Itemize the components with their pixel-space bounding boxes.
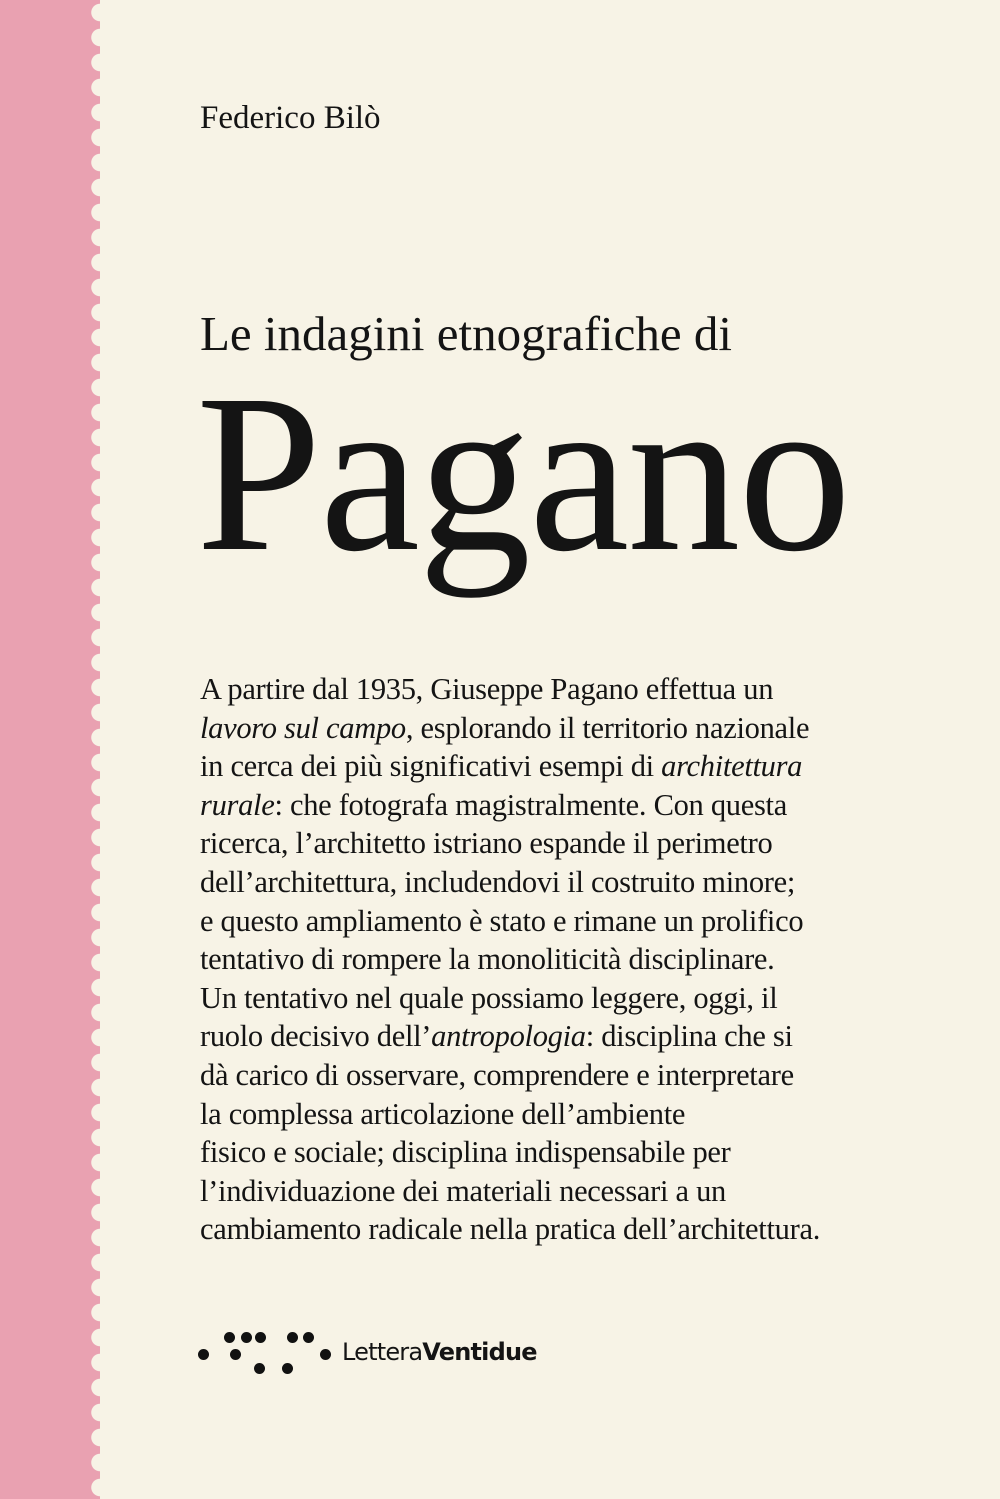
text-segment: fisico e sociale; disciplina indispensabile per: [200, 1135, 731, 1170]
blurb-line: [200, 786, 820, 825]
text-segment: Un tentativo nel quale possiamo leggere, oggi, il: [200, 980, 778, 1015]
blurb-line: [200, 824, 820, 863]
text-segment: tentativo di rompere la monoliticità disciplinare.: [200, 942, 775, 977]
text-segment: cambiamento radicale nella pratica dell’architettura.: [200, 1212, 821, 1247]
blurb-line: [200, 1172, 820, 1211]
italic-phrase: lavoro sul campo: [200, 710, 406, 745]
logo-dot: [303, 1332, 314, 1343]
book-title: Pagano: [196, 348, 850, 598]
text-segment: e questo ampliamento è stato e rimane un prolifico: [200, 903, 804, 938]
blurb-line: [200, 902, 820, 941]
text-segment: : che fotografa magistralmente. Con questa: [274, 787, 787, 822]
blurb-line: [200, 670, 820, 709]
blurb-line: [200, 1056, 820, 1095]
publisher-name: [342, 1338, 537, 1366]
blurb-line: [200, 747, 820, 786]
blurb-line: [200, 709, 820, 748]
italic-phrase: antropologia: [431, 1019, 586, 1054]
italic-phrase: rurale: [200, 787, 275, 822]
logo-dot: [287, 1332, 298, 1343]
text-segment: A partire dal 1935, Giuseppe Pagano effettua un: [200, 672, 774, 706]
text-segment: dà carico di osservare, comprendere e interpretare: [200, 1057, 794, 1092]
author-name: Federico Bilò: [200, 100, 381, 136]
blurb-line: [200, 979, 820, 1018]
logo-dot: [320, 1349, 331, 1360]
logo-dot: [255, 1332, 266, 1343]
logo-dot: [230, 1349, 241, 1360]
logo-dot: [198, 1349, 209, 1360]
text-segment: l’individuazione dei materiali necessari a un: [200, 1173, 726, 1208]
perforated-edge: [91, 0, 109, 1499]
publisher-name-part1: Lettera: [342, 1338, 423, 1366]
blurb-line: [200, 940, 820, 979]
text-segment: : disciplina che si: [585, 1019, 793, 1054]
blurb-text: [200, 670, 820, 1249]
book-subtitle: Le indagini etnografiche di: [200, 306, 732, 361]
publisher-logo: [195, 1328, 555, 1378]
blurb-line: [200, 1210, 820, 1249]
blurb-line: [200, 1095, 820, 1134]
logo-dot: [282, 1363, 293, 1374]
text-segment: la complessa articolazione dell’ambiente: [200, 1096, 686, 1131]
blurb-line: [200, 863, 820, 902]
text-segment: , esplorando il territorio nazionale: [405, 710, 810, 745]
blurb-line: [200, 1017, 820, 1056]
publisher-name-part2: Ventidue: [422, 1338, 537, 1366]
text-segment: ricerca, l’architetto istriano espande il perimetro: [200, 826, 773, 861]
italic-phrase: architettura: [661, 749, 803, 784]
logo-dot: [241, 1332, 252, 1343]
blurb-line: [200, 1133, 820, 1172]
text-segment: ruolo decisivo dell’: [200, 1019, 432, 1054]
text-segment: in cerca dei più significativi esempi di: [200, 749, 662, 784]
logo-dot: [224, 1332, 235, 1343]
text-segment: dell’architettura, includendovi il costruito minore;: [200, 864, 796, 899]
logo-dot: [254, 1363, 265, 1374]
pink-stamp-band: [0, 0, 100, 1499]
